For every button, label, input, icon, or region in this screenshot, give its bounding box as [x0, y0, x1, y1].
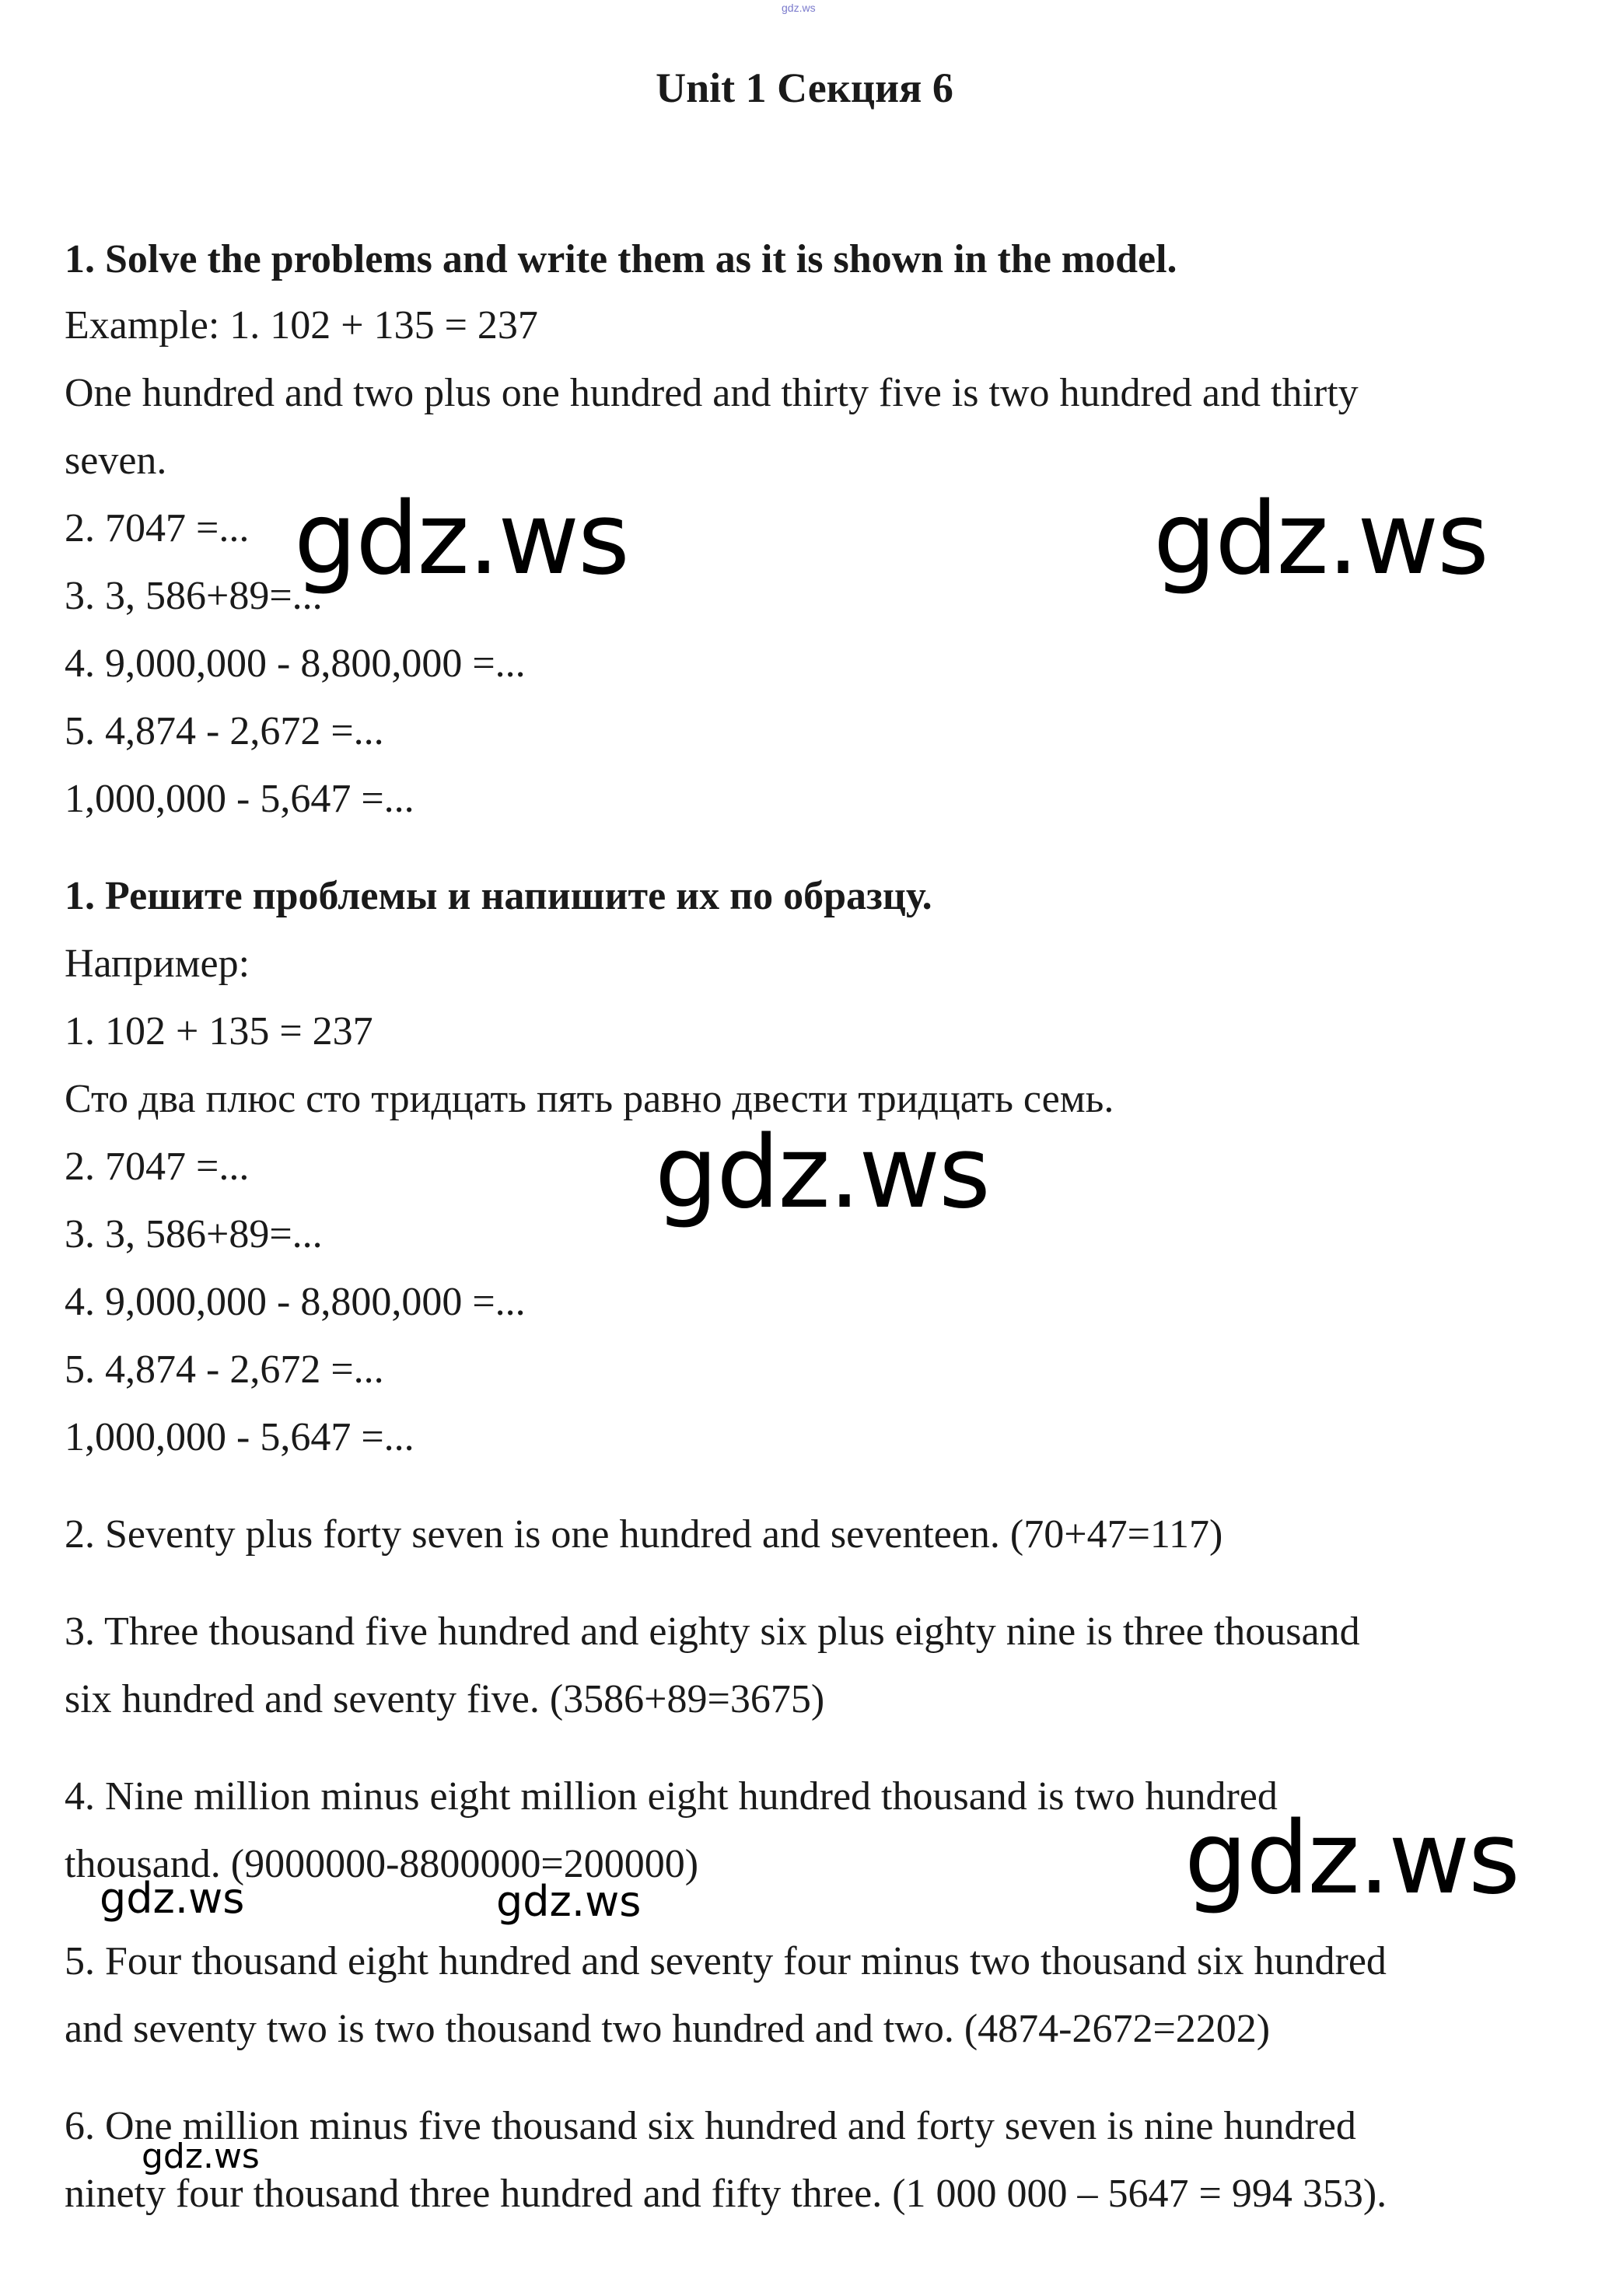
watermark: gdz.ws — [496, 1877, 642, 1926]
answer-line: 6. One million minus five thousand six hundred and forty seven is nine hundred — [65, 2104, 1356, 2148]
watermark: gdz.ws — [100, 1874, 245, 1923]
russian-example: 1. 102 + 135 = 237 — [65, 1009, 373, 1054]
english-item: 4. 9,000,000 - 8,800,000 =... — [65, 641, 526, 686]
page-title: Unit 1 Секция 6 — [656, 65, 953, 111]
russian-item: 4. 9,000,000 - 8,800,000 =... — [65, 1280, 526, 1324]
watermark: gdz.ws — [142, 2137, 260, 2176]
english-item: 3. 3, 586+89=... — [65, 574, 323, 618]
top-watermark: gdz.ws — [782, 2, 816, 14]
russian-task-heading: 1. Решите проблемы и напишите их по образцу. — [65, 874, 932, 918]
english-example: Example: 1. 102 + 135 = 237 — [65, 303, 538, 348]
watermark: gdz.ws — [655, 1115, 989, 1231]
russian-item: 2. 7047 =... — [65, 1145, 250, 1189]
russian-example-label: Например: — [65, 942, 250, 986]
russian-item: 5. 4,874 - 2,672 =... — [65, 1347, 384, 1392]
answer-line: 2. Seventy plus forty seven is one hundred and seventeen. (70+47=117) — [65, 1512, 1223, 1557]
english-example-text-line1: One hundred and two plus one hundred and thirty five is two hundred and thirty — [65, 371, 1359, 415]
english-item: 2. 7047 =... — [65, 506, 250, 550]
russian-example-text: Сто два плюс сто тридцать пять равно двести тридцать семь. — [65, 1077, 1114, 1121]
watermark: gdz.ws — [1184, 1801, 1519, 1917]
watermark: gdz.ws — [1153, 481, 1488, 597]
answer-line: ninety four thousand three hundred and fifty three. (1 000 000 – 5647 = 994 353). — [65, 2172, 1387, 2216]
english-example-text-line2: seven. — [65, 439, 167, 483]
answer-line: thousand. (9000000-8800000=200000) — [65, 1842, 699, 1886]
watermark: gdz.ws — [294, 481, 628, 597]
answer-line: and seventy two is two thousand two hundred and two. (4874-2672=2202) — [65, 2007, 1271, 2051]
english-task-heading: 1. Solve the problems and write them as it is shown in the model. — [65, 237, 1177, 281]
answer-line: six hundred and seventy five. (3586+89=3675) — [65, 1677, 825, 1721]
english-item: 5. 4,874 - 2,672 =... — [65, 709, 384, 753]
russian-item: 1,000,000 - 5,647 =... — [65, 1415, 414, 1459]
answer-line: 5. Four thousand eight hundred and seventy four minus two thousand six hundred — [65, 1939, 1387, 1983]
english-item: 1,000,000 - 5,647 =... — [65, 777, 414, 821]
answer-line: 4. Nine million minus eight million eight hundred thousand is two hundred — [65, 1774, 1278, 1819]
russian-item: 3. 3, 586+89=... — [65, 1212, 323, 1256]
answer-line: 3. Three thousand five hundred and eighty six plus eighty nine is three thousand — [65, 1609, 1360, 1654]
